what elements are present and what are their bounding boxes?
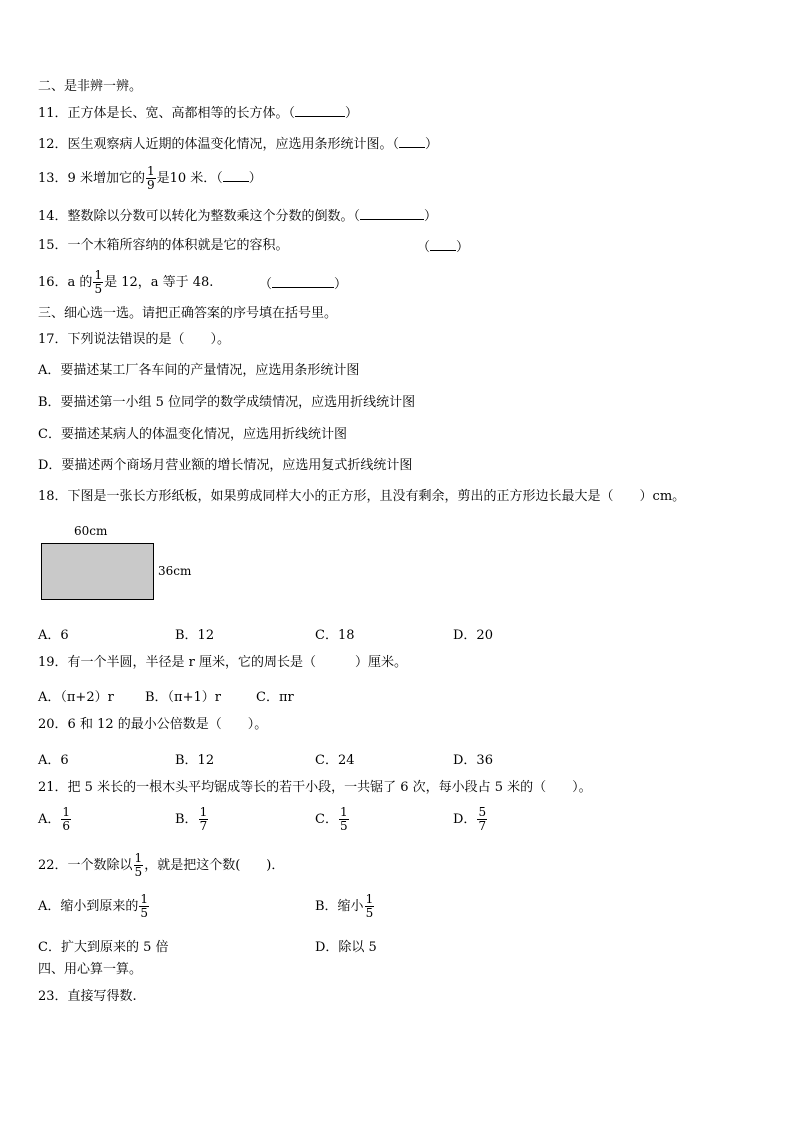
option-c[interactable]: C．18 xyxy=(315,628,355,643)
option-label: D． xyxy=(453,812,477,827)
bracket-close: ） xyxy=(334,277,348,292)
option-label: A．缩小到原来的 xyxy=(38,899,139,914)
option-c[interactable]: C．扩大到原来的 5 倍 xyxy=(38,940,169,955)
fraction-denominator: 7 xyxy=(478,819,487,833)
question-21-stem: 21．把 5 米长的一根木头平均锯成等长的若干小段，一共锯了 6 次，每小段占 5 米的（ ）。 xyxy=(38,780,592,795)
fraction-numerator: 1 xyxy=(339,805,348,819)
question-17-stem: 17．下列说法错误的是（ ）。 xyxy=(38,332,231,347)
question-text: 13．9 米增加它的 xyxy=(38,171,145,186)
bracket-open: （ xyxy=(417,240,431,255)
question-11 xyxy=(38,104,358,122)
option-d[interactable] xyxy=(453,806,488,833)
fraction-denominator: 6 xyxy=(62,819,71,833)
option-a[interactable]: A．6 xyxy=(38,753,69,768)
fraction-denominator: 5 xyxy=(365,906,374,920)
question-14 xyxy=(38,207,437,225)
section-heading-choice: 三、细心选一选。请把正确答案的序号填在括号里。 xyxy=(38,306,338,321)
question-text: 22．一个数除以 xyxy=(38,858,133,873)
answer-blank[interactable] xyxy=(360,207,424,220)
question-18-stem: 18．下图是一张长方形纸板，如果剪成同样大小的正方形，且没有剩余，剪出的正方形边长最大是（ ）cm。 xyxy=(38,489,686,504)
option-d[interactable]: D．36 xyxy=(453,753,493,768)
fraction-numerator: 1 xyxy=(94,268,103,282)
question-text: 是 12，a 等于 48. xyxy=(104,275,214,290)
fraction xyxy=(139,893,149,920)
answer-bracket xyxy=(259,275,347,293)
question-text: 15．一个木箱所容纳的体积就是它的容积。 xyxy=(38,238,289,253)
fraction-denominator: 7 xyxy=(199,819,208,833)
fraction-numerator: 1 xyxy=(365,892,374,906)
option-label: A． xyxy=(38,812,61,827)
fraction xyxy=(93,269,103,296)
section-heading-judge: 二、是非辨一辨。 xyxy=(38,79,143,94)
option-a[interactable]: A．（π+2）r xyxy=(38,690,114,705)
option-label: B．缩小 xyxy=(315,899,364,914)
fraction-denominator: 5 xyxy=(140,906,149,920)
question-16 xyxy=(38,268,213,298)
fraction-numerator: 1 xyxy=(62,805,71,819)
option-b[interactable] xyxy=(175,806,209,833)
answer-bracket xyxy=(417,238,469,256)
question-22-stem xyxy=(38,851,284,881)
bracket-open: （ xyxy=(259,277,273,292)
option-c[interactable]: C．πr xyxy=(256,690,294,705)
fraction-denominator: 5 xyxy=(134,865,143,879)
fraction xyxy=(199,806,209,833)
option-b[interactable]: B．12 xyxy=(175,753,215,768)
option-c[interactable]: C．24 xyxy=(315,753,355,768)
option-label: C． xyxy=(315,812,338,827)
question-text: 11．正方体是长、宽、高都相等的长方体。（ xyxy=(38,106,296,121)
option-b[interactable]: B．12 xyxy=(175,628,215,643)
bracket-close: ） xyxy=(424,209,438,224)
bracket-close: ） xyxy=(456,240,470,255)
bracket-close: ） xyxy=(425,137,439,152)
question-13 xyxy=(38,164,262,194)
fraction-denominator: 5 xyxy=(339,819,348,833)
option-b[interactable]: B．要描述第一小组 5 位同学的数学成绩情况，应选用折线统计图 xyxy=(38,395,416,410)
question-text: 16．a 的 xyxy=(38,275,93,290)
fraction-numerator: 1 xyxy=(199,805,208,819)
question-19-stem: 19．有一个半圆，半径是 r 厘米，它的周长是（ ）厘米。 xyxy=(38,655,408,670)
fraction-numerator: 5 xyxy=(478,805,487,819)
option-c[interactable] xyxy=(315,806,350,833)
rectangle-figure xyxy=(41,543,154,600)
option-a[interactable] xyxy=(38,893,150,920)
fraction-denominator: 5 xyxy=(94,282,103,296)
option-c[interactable]: C．要描述某病人的体温变化情况，应选用折线统计图 xyxy=(38,427,347,442)
fraction-denominator: 9 xyxy=(146,178,155,192)
question-20-stem: 20．6 和 12 的最小公倍数是（ ）。 xyxy=(38,717,268,732)
bracket-close: ） xyxy=(345,106,359,121)
fraction xyxy=(365,893,375,920)
rectangle-height-label: 36cm xyxy=(158,564,192,578)
question-23-stem: 23．直接写得数. xyxy=(38,989,137,1004)
question-text: 12．医生观察病人近期的体温变化情况，应选用条形统计图。（ xyxy=(38,137,400,152)
rectangle-width-label: 60cm xyxy=(74,524,108,538)
option-d[interactable]: D．20 xyxy=(453,628,493,643)
option-a[interactable]: A．要描述某工厂各车间的产量情况，应选用条形统计图 xyxy=(38,363,360,378)
option-d[interactable]: D．除以 5 xyxy=(315,940,377,955)
fraction-numerator: 1 xyxy=(146,164,155,178)
option-b[interactable] xyxy=(315,893,375,920)
answer-blank[interactable] xyxy=(399,135,425,148)
question-12 xyxy=(38,135,438,153)
question-text: 14．整数除以分数可以转化为整数乘这个分数的倒数。（ xyxy=(38,209,361,224)
fraction-numerator: 1 xyxy=(140,892,149,906)
fraction xyxy=(339,806,349,833)
question-15 xyxy=(38,238,289,254)
question-text: 是10 米．（ xyxy=(156,171,223,186)
section-heading-calc: 四、用心算一算。 xyxy=(38,962,143,977)
answer-blank[interactable] xyxy=(430,238,456,251)
fraction xyxy=(61,806,71,833)
answer-blank[interactable] xyxy=(295,104,345,117)
question-text: ，就是把这个数( )． xyxy=(144,858,285,873)
fraction xyxy=(146,165,156,192)
answer-blank[interactable] xyxy=(223,169,249,182)
option-d[interactable]: D．要描述两个商场月营业额的增长情况，应选用复式折线统计图 xyxy=(38,458,413,473)
fraction xyxy=(134,852,144,879)
answer-blank[interactable] xyxy=(272,275,334,288)
bracket-close: ） xyxy=(248,171,262,186)
option-label: B． xyxy=(175,812,198,827)
fraction-numerator: 1 xyxy=(134,851,143,865)
option-a[interactable] xyxy=(38,806,72,833)
option-b[interactable]: B．（π+1）r xyxy=(145,690,221,705)
option-a[interactable]: A．6 xyxy=(38,628,69,643)
fraction xyxy=(477,806,487,833)
